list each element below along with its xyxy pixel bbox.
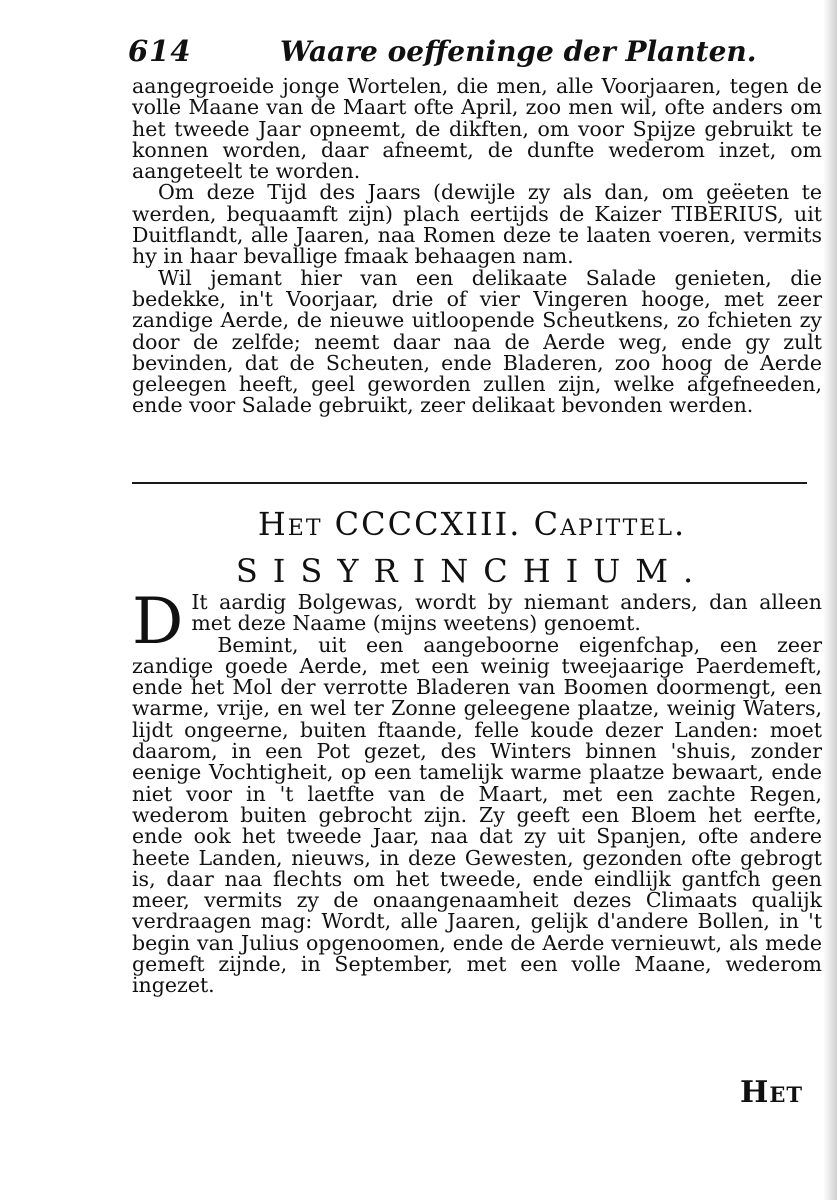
- drop-cap: D: [132, 585, 184, 659]
- paragraph-tiberius: Om deze Tijd des Jaars (dewijle zy als dan, om geëeten te werden, bequaamft zijn) plach eertijds de Kaizer TIBERIUS, uit Duitflandt, alle Jaaren, naa Romen deze te laaten voeren, vermits hy in haar bevallige fmaak behaagen nam.: [132, 180, 822, 269]
- previous-chapter-text: [132, 76, 822, 417]
- paragraph-salade: Wil jemant hier van een delikaate Salade genieten, die bedekke, in't Voorjaar, drie of vier Vingeren hooge, met zeer zandige Aerde, de nieuwe uitloopende Scheutkens, zo fchieten zy door de zelfde; neemt daar naa de Aerde weg, ende gy zult bevinden, dat de Scheuten, ende Bladeren, zoo hoog de Aerde geleegen heeft, geel geworden zullen zijn, welke afgefneeden, ende voor Salade gebruikt, zeer delikaat bevonden werden.: [132, 265, 822, 418]
- plant-name: SISYRINCHIUM.: [235, 552, 709, 590]
- section-divider: [132, 482, 807, 484]
- paragraph-intro: [132, 585, 822, 659]
- running-head: [128, 34, 788, 70]
- chapter-heading: Het CCCCXIII. Capittel.: [257, 505, 687, 543]
- paragraph-cultivation: Bemint, uit een aangeboorne eigenfchap, een zeer zandige goede Aerde, met een weinig tweejaarige Paerdemeft, ende het Mol der verrotte Bladeren van Boomen doormengt, een warme, vrije, en wel ter Zonne geleegene plaatze, weinig Waters, lijdt ongeerne, buiten ftaande, felle koude dezer Landen: moet daarom, in een Pot gezet, des Winters binnen 'shuis, zonder eenige Vochtigheit, op een tamelijk warme plaatze bewaart, ende niet voor in 't laetfte van de Maart, met een zachte Regen, wederom buiten gebrocht zijn. Zy geeft een Bloem het eerfte, ende ook het tweede Jaar, naa dat zy uit Spanjen, ofte andere heete Landen, nieuws, in deze Gewesten, gezonden ofte gebrogt is, daar naa flechts om het tweede, ende eindlijk gantfch geen meer, vermits zy de onaangenaamheit dezes Climaats qualijk verdraagen mag: Wordt, alle Jaaren, gelijk d'andere Bollen, in 't begin van Julius opgenoomen, ende de Aerde vernieuwt, als mede gemeft zijnde, in September, met een volle Maane, wederom ingezet.: [132, 632, 822, 998]
- running-title: Waare oeffeninge der Planten.: [280, 35, 757, 68]
- catchword: Het: [740, 1075, 803, 1110]
- paragraph-continued: aangegroeide jonge Wortelen, die men, alle Voorjaaren, tegen de volle Maane van de Maart ofte April, zoo men wil, ofte anders om het tweede Jaar opneemt, de dikften, om voor Spijze gebruikt te konnen worden, daar afneemt, de dunfte wederom inzet, om aangeteelt te worden.: [132, 74, 822, 184]
- page-number: 614: [128, 34, 192, 68]
- facing-page-edge: [823, 0, 837, 1200]
- paragraph-intro-text: It aardig Bolgewas, wordt by niemant anders, dan alleen met deze Naame (mijns weetens) genoemt.: [191, 590, 822, 636]
- chapter-text: [132, 585, 822, 998]
